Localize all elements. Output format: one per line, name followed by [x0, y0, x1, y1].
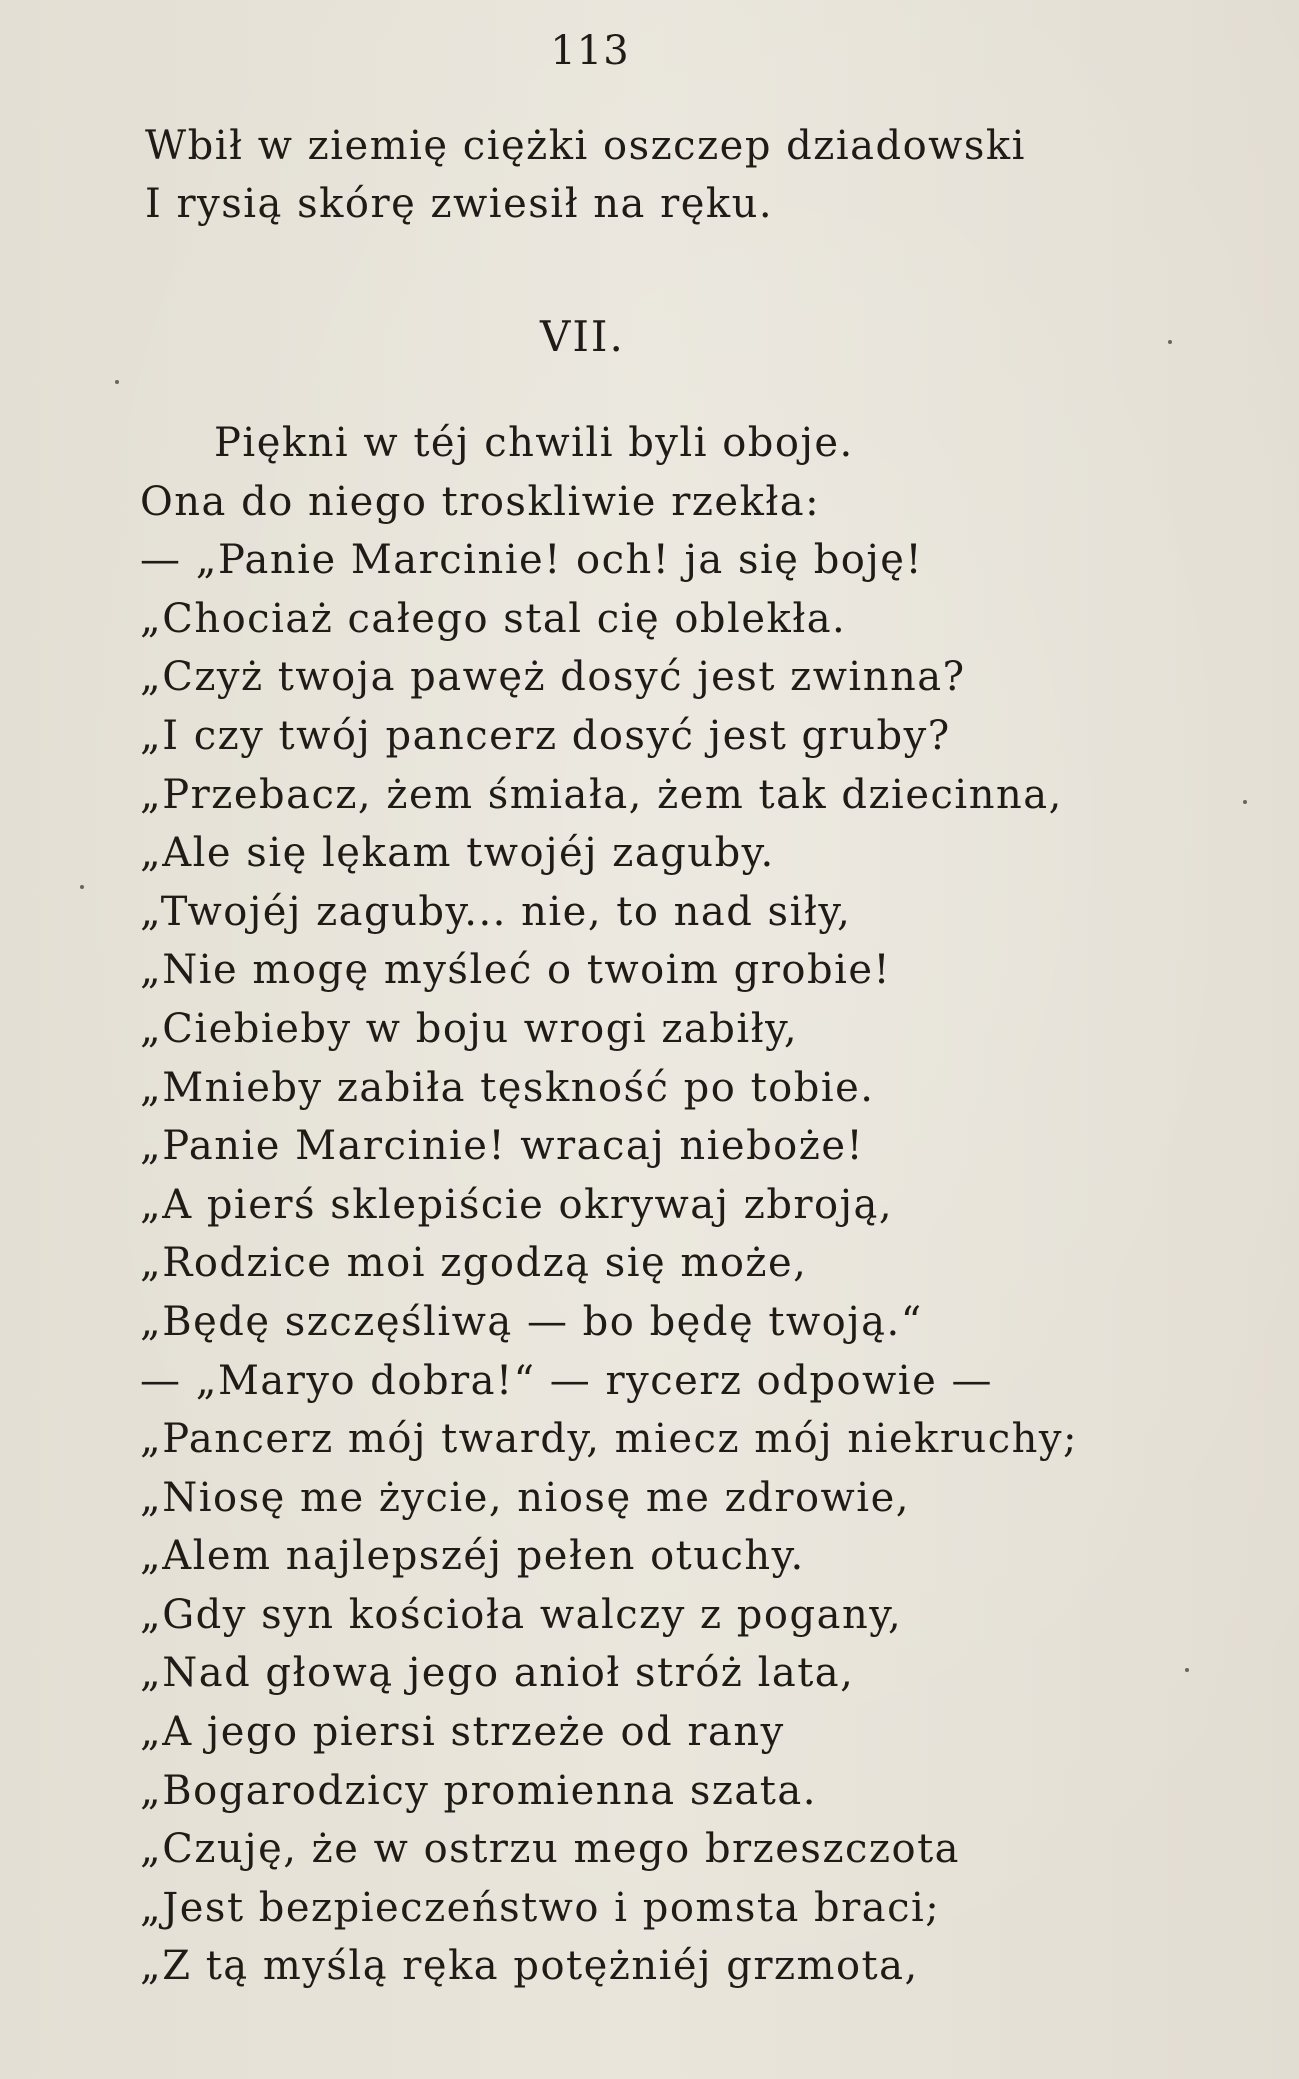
paper-speck [1243, 800, 1247, 804]
opening-stanza [145, 117, 1026, 233]
page-number: 113 [550, 28, 630, 74]
verse-line: „Z tą myślą ręka potężniéj grzmota, [140, 1943, 919, 1990]
verse-line: „Nad głową jego anioł stróż lata, [140, 1650, 855, 1697]
verse-line: Ona do niego troskliwie rzekła: [140, 478, 821, 525]
verse-line: — „Maryo dobra!“ — rycerz odpowie — [140, 1357, 993, 1404]
verse-line: „Ale się lękam twojéj zaguby. [140, 830, 775, 877]
verse-line: „Twojéj zaguby... nie, to nad siły, [140, 888, 852, 935]
verse-line: „Jest bezpieczeństwo i pomsta braci; [140, 1884, 941, 1931]
verse-line: „A pierś sklepiście okrywaj zbroją, [140, 1181, 894, 1228]
verse-line: „Gdy syn kościoła walczy z pogany, [140, 1591, 903, 1638]
verse-line: „Pancerz mój twardy, miecz mój niekruchy; [140, 1416, 1078, 1463]
verse-line: Wbił w ziemię ciężki oszczep dziadowski [145, 123, 1026, 169]
verse-line: „Nie mogę myśleć o twoim grobie! [140, 947, 892, 994]
verse-line: „Będę szczęśliwą — bo będę twoją.“ [140, 1298, 923, 1345]
paper-speck [1185, 1668, 1189, 1672]
verse-line: „Alem najlepszéj pełen otuchy. [140, 1533, 805, 1580]
verse-line: „Niosę me życie, niosę me zdrowie, [140, 1474, 910, 1521]
verse-line: „Panie Marcinie! wracaj nieboże! [140, 1123, 865, 1170]
verse-line: — „Panie Marcinie! och! ja się boję! [140, 537, 924, 584]
verse-line: „Rodzice moi zgodzą się może, [140, 1240, 808, 1287]
paper-speck [80, 885, 84, 889]
paper-speck [115, 380, 119, 384]
verse-line: „I czy twój pancerz dosyć jest gruby? [140, 712, 951, 759]
poem-section-vii [140, 414, 1078, 1996]
verse-line: „Czyż twoja pawęż dosyć jest zwinna? [140, 654, 966, 701]
verse-line: „Przebacz, żem śmiała, żem tak dziecinna, [140, 771, 1063, 818]
verse-line: „Czuję, że w ostrzu mego brzeszczota [140, 1826, 960, 1873]
verse-line: I rysią skórę zwiesił na ręku. [145, 181, 774, 227]
verse-line: „Ciebieby w boju wrogi zabiły, [140, 1005, 799, 1052]
verse-line: „Chociaż całego stal cię oblekła. [140, 595, 847, 642]
paper-speck [1168, 340, 1172, 344]
verse-line: „Mnieby zabiła tęskność po tobie. [140, 1064, 875, 1111]
verse-line: „A jego piersi strzeże od rany [140, 1709, 785, 1756]
verse-line: „Bogarodzicy promienna szata. [140, 1767, 817, 1814]
section-heading: VII. [540, 312, 625, 361]
verse-line: Piękni w téj chwili byli oboje. [214, 420, 854, 466]
